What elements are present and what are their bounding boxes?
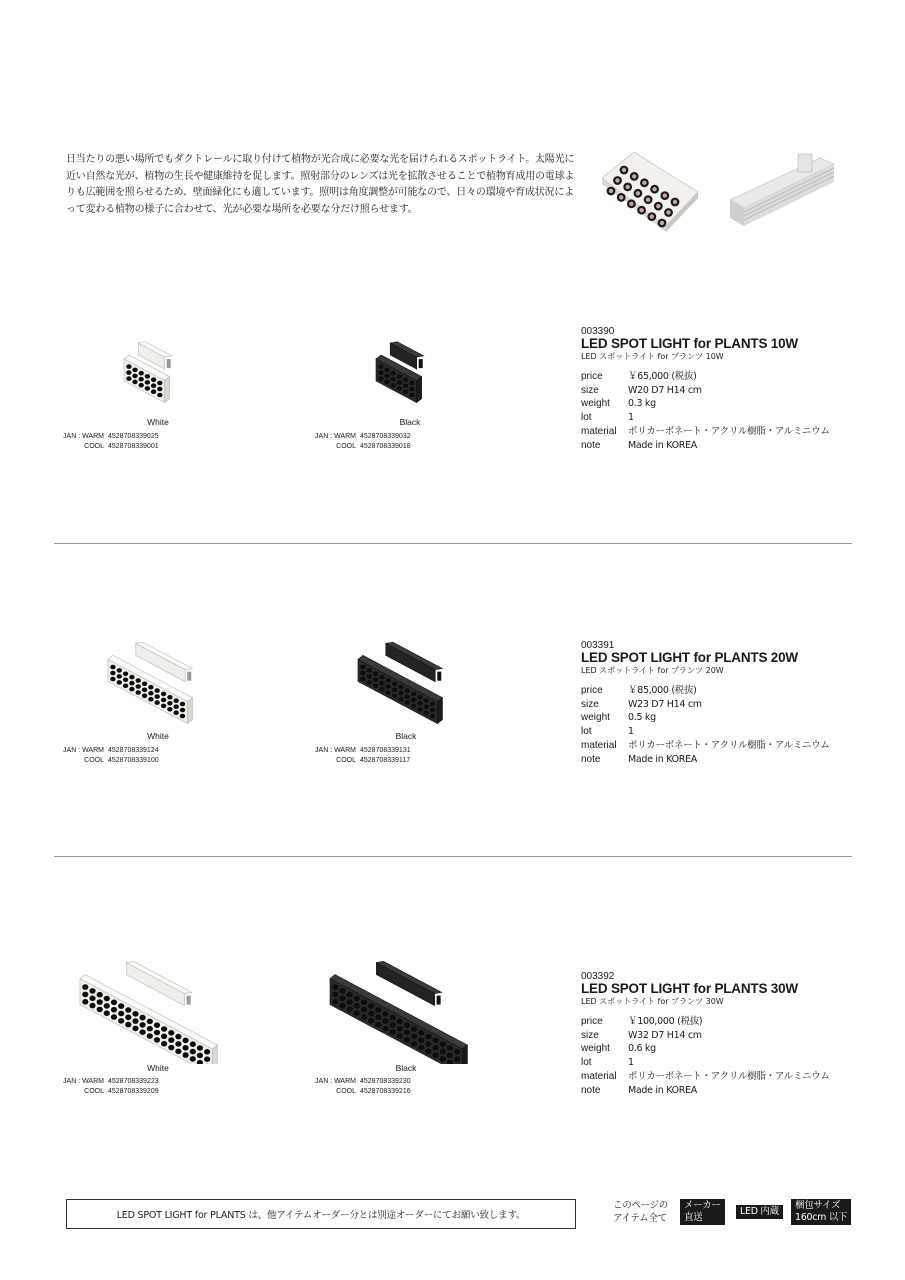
spec-price: price ￥100,000 (税抜)	[581, 1016, 703, 1027]
direct-ship-tag: メーカー 直送	[680, 1199, 725, 1225]
color-label: Black	[395, 1063, 417, 1073]
spec-weight: weight 0.5 kg	[581, 712, 656, 724]
spec-lot: lot 1	[581, 412, 634, 424]
spec-lot: lot 1	[581, 726, 634, 738]
package-size-tag: 梱包サイズ 160cm 以下	[791, 1199, 851, 1225]
spec-price: price ￥65,000 (税抜)	[581, 371, 697, 382]
color-label: Black	[395, 731, 417, 741]
spec-size: size W32 D7 H14 cm	[581, 1029, 702, 1041]
spec-note: note Made in KOREA	[581, 1084, 697, 1096]
product-image-white	[76, 942, 241, 1068]
spec-material: material ポリカーボネート・アクリル樹脂・アルミニウム	[581, 425, 830, 437]
product-info	[581, 640, 871, 766]
spec-note: note Made in KOREA	[581, 753, 697, 765]
product-info	[581, 971, 871, 1097]
spec-size: size W20 D7 H14 cm	[581, 384, 702, 396]
jan-codes-black: JAN : WARM 4528708339230 COOL 4528708339216	[315, 1078, 411, 1095]
product-code: 003392	[581, 971, 615, 982]
jan-codes-white: JAN : WARM 4528708339025 COOL 4528708339001	[63, 433, 159, 450]
led-builtin-tag: LED 内蔵	[736, 1205, 783, 1219]
product-info	[581, 326, 871, 452]
product-name: LED SPOT LIGHT for PLANTS 20W	[581, 650, 798, 665]
product-image-white	[104, 630, 214, 732]
legend-label: このページの アイテム全て	[613, 1200, 669, 1224]
product-subtitle: LED スポットライト for プランツ 30W	[581, 997, 724, 1006]
hero-rail-image	[728, 150, 836, 232]
jan-codes-white: JAN : WARM 4528708339124 COOL 4528708339100	[63, 747, 159, 764]
hero-led-closeup-image	[596, 150, 700, 232]
jan-codes-black: JAN : WARM 4528708339131 COOL 4528708339117	[315, 747, 411, 764]
jan-codes-white: JAN : WARM 4528708339223 COOL 4528708339209	[63, 1078, 159, 1095]
product-subtitle: LED スポットライト for プランツ 10W	[581, 352, 724, 361]
jan-codes-black: JAN : WARM 4528708339032 COOL 4528708339018	[315, 433, 411, 450]
color-label: Black	[399, 417, 421, 427]
spec-material: material ポリカーボネート・アクリル樹脂・アルミニウム	[581, 739, 830, 751]
order-notice: LED SPOT LIGHT for PLANTS は、他アイテムオーダー分とは別途オーダーにてお願い致します。	[66, 1199, 576, 1229]
spec-price: price ￥85,000 (税抜)	[581, 685, 697, 696]
product-code: 003390	[581, 326, 615, 337]
product-name: LED SPOT LIGHT for PLANTS 10W	[581, 336, 798, 351]
product-image-black	[326, 942, 494, 1068]
spec-weight: weight 0.3 kg	[581, 398, 656, 410]
product-name: LED SPOT LIGHT for PLANTS 30W	[581, 981, 798, 996]
product-image-white	[120, 338, 200, 412]
section-divider	[54, 543, 852, 544]
product-image-black	[372, 338, 452, 412]
color-label: White	[147, 1063, 169, 1073]
spec-size: size W23 D7 H14 cm	[581, 698, 702, 710]
spec-note: note Made in KOREA	[581, 439, 697, 451]
spec-weight: weight 0.6 kg	[581, 1043, 656, 1055]
intro-text: 日当たりの悪い場所でもダクトレールに取り付けて植物が光合成に必要な光を届けられるスポットライト。太陽光に近い自然な光が、植物の生長や健康維持を促します。照射部分のレンズは光を拡散させることで植物育成用の電球よりも広範囲を照らせるため、壁面緑化にも適しています。照明は角度調整が可能なので、日々の環境や育成状況によって変わる植物の様子に合わせて、光が必要な場所を必要な分だけ照らせます。	[66, 154, 575, 215]
color-label: White	[147, 417, 169, 427]
spec-lot: lot 1	[581, 1057, 634, 1069]
color-label: White	[147, 731, 169, 741]
section-divider	[54, 856, 852, 857]
product-code: 003391	[581, 640, 615, 651]
product-image-black	[354, 630, 464, 732]
spec-material: material ポリカーボネート・アクリル樹脂・アルミニウム	[581, 1070, 830, 1082]
product-subtitle: LED スポットライト for プランツ 20W	[581, 666, 724, 675]
